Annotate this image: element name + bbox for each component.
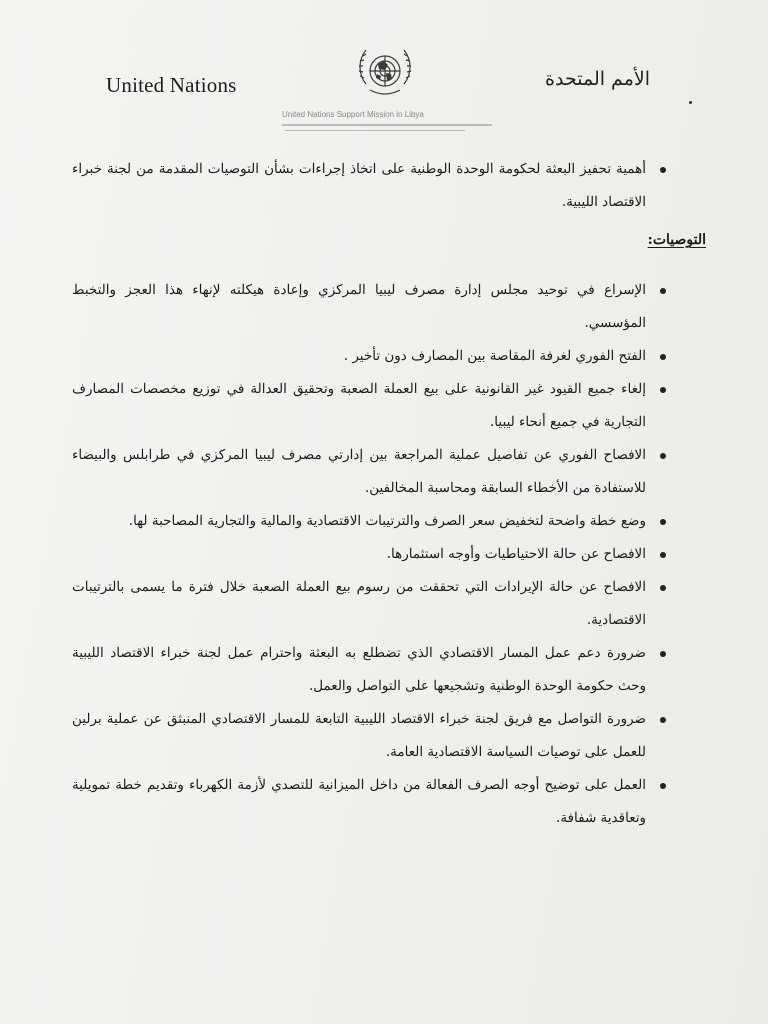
bullet-icon (660, 354, 666, 360)
mission-underline-2 (285, 130, 465, 131)
list-item (72, 637, 646, 703)
list-item (72, 274, 646, 340)
bullet-icon (660, 387, 666, 393)
recommendations-heading: التوصيات: (647, 232, 706, 248)
list-item (72, 538, 646, 571)
bullet-icon (660, 519, 666, 525)
bullet-icon (660, 552, 666, 558)
recommendation-text: وضع خطة واضحة لتخفيض سعر الصرف والترتيبات الاقتصادية والمالية والتجارية المصاحبة لها. (128, 513, 646, 529)
bullet-icon (660, 167, 666, 173)
bullet-icon (660, 783, 666, 789)
mission-underline (282, 124, 492, 126)
bullet-icon (660, 651, 666, 657)
intro-section (72, 153, 646, 219)
bullet-icon (660, 288, 666, 294)
org-name-ar: الأمم المتحدة (545, 68, 650, 90)
recommendation-text: الافصاح عن حالة الاحتياطيات وأوجه استثمارها. (386, 546, 646, 562)
stray-mark (689, 101, 692, 104)
recommendation-text: إلغاء جميع القيود غير القانونية على بيع العملة الصعبة وتحقيق العدالة في توزيع مخصصات المصارف التجارية في جميع أنحاء ليبيا. (72, 381, 646, 430)
recommendation-text: الفتح الفوري لغرفة المقاصة بين المصارف دون تأخير . (343, 348, 646, 364)
bullet-icon (660, 453, 666, 459)
list-item (72, 769, 646, 835)
recommendation-text: الافصاح الفوري عن تفاصيل عملية المراجعة بين إدارتي مصرف ليبيا المركزي في طرابلس والبيضاء للاستفادة من الأخطاء السابقة ومحاسبة المخالفين. (72, 447, 646, 496)
recommendation-text: العمل على توضيح أوجه الصرف الفعالة من داخل الميزانية للتصدي لأزمة الكهرباء وتقديم خطة تمويلية وتعاقدية شفافة. (72, 777, 646, 826)
list-item (72, 703, 646, 769)
recommendation-text: ضرورة التواصل مع فريق لجنة خبراء الاقتصاد الليبية التابعة للمسار الاقتصادي المنبثق عن عملية برلين للعمل على توصيات السياسة الاقتصادية العامة. (72, 711, 646, 760)
org-name-en: United Nations (106, 73, 237, 97)
intro-item-text: أهمية تحفيز البعثة لحكومة الوحدة الوطنية على اتخاذ إجراءات بشأن التوصيات المقدمة من لجنة خبراء الاقتصاد الليبية. (72, 161, 646, 210)
list-item (72, 571, 646, 637)
list-item (72, 505, 646, 538)
bullet-icon (660, 717, 666, 723)
un-emblem-icon (352, 44, 418, 104)
recommendations-section (72, 274, 646, 835)
mission-subtitle: United Nations Support Mission in Libya (282, 110, 424, 119)
list-item (72, 373, 646, 439)
recommendation-text: الإسراع في توحيد مجلس إدارة مصرف ليبيا المركزي وإعادة هيكلته لإنهاء هذا العجز والتخبط المؤسسي. (72, 282, 646, 331)
list-item (72, 439, 646, 505)
intro-list (72, 153, 646, 219)
list-item (72, 340, 646, 373)
list-item (72, 153, 646, 219)
recommendations-list (72, 274, 646, 835)
bullet-icon (660, 585, 666, 591)
recommendation-text: ضرورة دعم عمل المسار الاقتصادي الذي تضطلع به البعثة واحترام عمل لجنة خبراء الاقتصاد الليبية وحث حكومة الوحدة الوطنية وتشجيعها على التواصل والعمل. (72, 645, 646, 694)
recommendation-text: الافصاح عن حالة الإيرادات التي تحققت من رسوم بيع العملة الصعبة خلال فترة ما يسمى بالترتيبات الاقتصادية. (72, 579, 646, 628)
